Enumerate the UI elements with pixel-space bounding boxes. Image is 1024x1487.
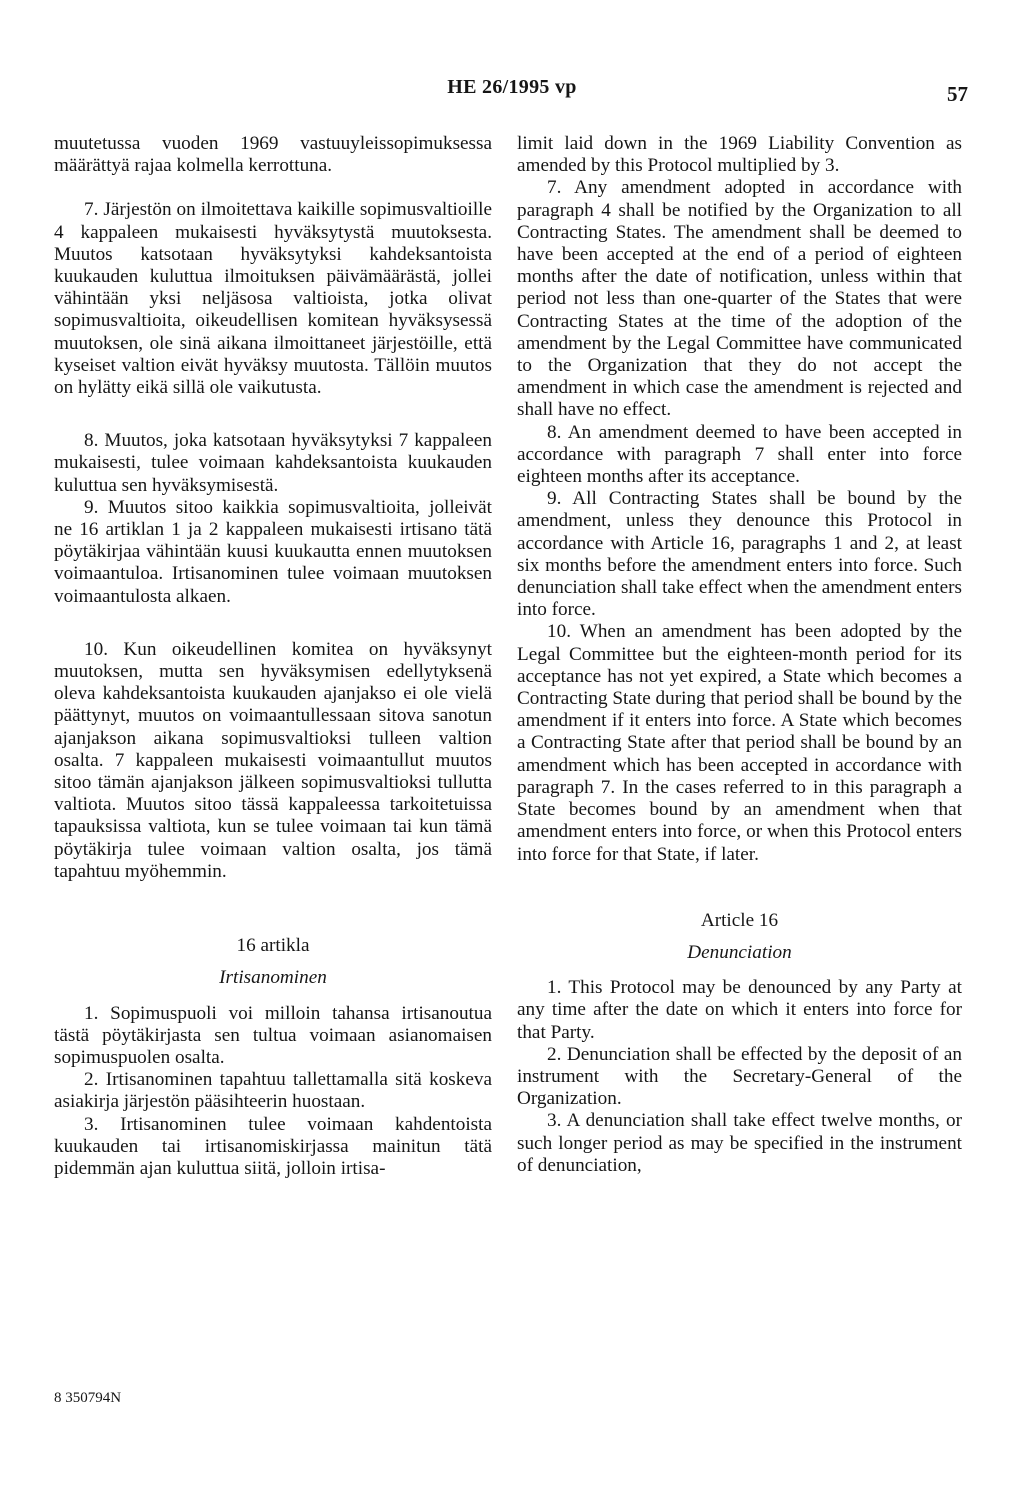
article-title: Denunciation (687, 941, 792, 963)
article-heading: Article 16 (700, 909, 779, 931)
article-paragraph-3: 3. A denunciation shall take effect twelve months, or such longer period as may be specified in the instrument of denunciation, (517, 1110, 962, 1176)
print-code: 8 350794N (54, 1390, 122, 1406)
paragraph-8: 8. An amendment deemed to have been accepted in accordance with paragraph 7 shall enter into force eighteen months after its acceptance. (517, 421, 962, 488)
paragraph-8: 8. Muutos, joka katsotaan hyväksytyksi 7 kappaleen mukaisesti, tulee voimaan kahdeksantoista kuukauden kuluttua sen hyväksymisestä. (54, 430, 492, 496)
paragraph-continuation: limit laid down in the 1969 Liability Convention as amended by this Protocol multiplied by 3. (517, 133, 962, 177)
paragraph-7: 7. Järjestön on ilmoitettava kaikille sopimusvaltioille 4 kappaleen mukaisesti hyväksytystä muutoksesta. Muutos katsotaan hyväksytyksi kahdeksantoista kuukauden kuluttua ilmoituksen päivämäärästä, jollei vähintään yksi neljäsosa valtioista, jotka olivat sopimusvaltioita, oikeudellisen komitean hyväksysessä muutoksen, ole sinä aikana ilmoittaneet järjestöille, että kyseiset valtion eivät hyväksy muutosta. Tällöin muutos on hylätty eikä sillä ole vaikutusta. (54, 199, 492, 399)
paragraph-9: 9. Muutos sitoo kaikkia sopimusvaltioita, jolleivät ne 16 artiklan 1 ja 2 kappaleen mukaisesti irtisano tätä pöytäkirjaa vähintään kuusi kuukautta ennen muutoksen voimaantuloa. Irtisanominen tulee voimaan muutoksen voimaantulosta alkaen. (54, 496, 492, 607)
article-paragraph-3: 3. Irtisanominen tulee voimaan kahdentoista kuukauden tai irtisanomiskirjassa mainitun tätä pidemmän ajan kuluttua siitä, jolloin irtisa- (54, 1113, 492, 1179)
paragraph-7: 7. Any amendment adopted in accordance with paragraph 4 shall be notified by the Organization to all Contracting States. The amendment shall be deemed to have been accepted at the end of a period of eighteen months after the date of notification, unless within that period not less than one-quarter of the States that were Contracting States at the time of the adoption of the amendment by the Legal Committee have communicated to the Organization that they do not accept the amendment in which case the amendment is rejected and shall have no effect. (517, 177, 962, 421)
article-title: Irtisanominen (219, 967, 327, 989)
page-header-title: HE 26/1995 vp (447, 76, 577, 98)
paragraph-continuation: muutetussa vuoden 1969 vastuuyleissopimuksessa määrättyä rajaa kolmella kerrottuna. (54, 133, 492, 177)
page-number: 57 (947, 82, 968, 106)
article-heading: 16 artikla (236, 935, 310, 957)
article-paragraph-1: 1. This Protocol may be denounced by any Party at any time after the date on which it enters into force for that Party. (517, 977, 962, 1043)
article-paragraph-2: 2. Denunciation shall be effected by the deposit of an instrument with the Secretary-General of the Organization. (517, 1043, 962, 1110)
article-paragraph-1: 1. Sopimuspuoli voi milloin tahansa irtisanoutua tästä pöytäkirjasta sen tultua voimaan asianomaisen sopimuspuolen osalta. (54, 1002, 492, 1068)
paragraph-10: 10. When an amendment has been adopted by the Legal Committee but the eighteen-month period for its acceptance has not yet expired, a State which becomes a Contracting State during that period shall be bound by the amendment if it enters into force. A State which becomes a Contracting State after that period shall be bound by an amendment which has been accepted in accordance with paragraph 7. In the cases referred to in this paragraph a State becomes bound by an amendment when that amendment enters into force, or when this Protocol enters into force for that State, if later. (517, 621, 962, 865)
paragraph-9: 9. All Contracting States shall be bound by the amendment, unless they denounce this Protocol in accordance with Article 16, paragraphs 1 and 2, at least six months before the amendment enters into force. Such denunciation shall take effect when the amendment enters into force. (517, 488, 962, 621)
paragraph-10: 10. Kun oikeudellinen komitea on hyväksynyt muutoksen, mutta sen hyväksymisen edellytyksenä oleva kahdeksantoista kuukauden ajanjakso ei ole vielä päättynyt, muutos on voimaantullessaan sitova sanotun ajanjakson aikana sopimusvaltioksi tulleen valtion osalta. 7 kappaleen mukaisesti voimaantullut muutos sitoo tämän ajanjakson jälkeen sopimusvaltioksi tullutta valtiota. Muutos sitoo tässä kappaleessa tarkoitetuissa tapauksissa valtiota, kun se tulee voimaan tai kun tämä pöytäkirja tulee voimaan valtion osalta, jos tämä tapahtuu myöhemmin. (54, 638, 492, 882)
finnish-column (54, 133, 492, 1180)
article-paragraph-2: 2. Irtisanominen tapahtuu tallettamalla sitä koskeva asiakirja järjestön pääsihteerin huostaan. (54, 1069, 492, 1113)
english-column (517, 133, 962, 1177)
